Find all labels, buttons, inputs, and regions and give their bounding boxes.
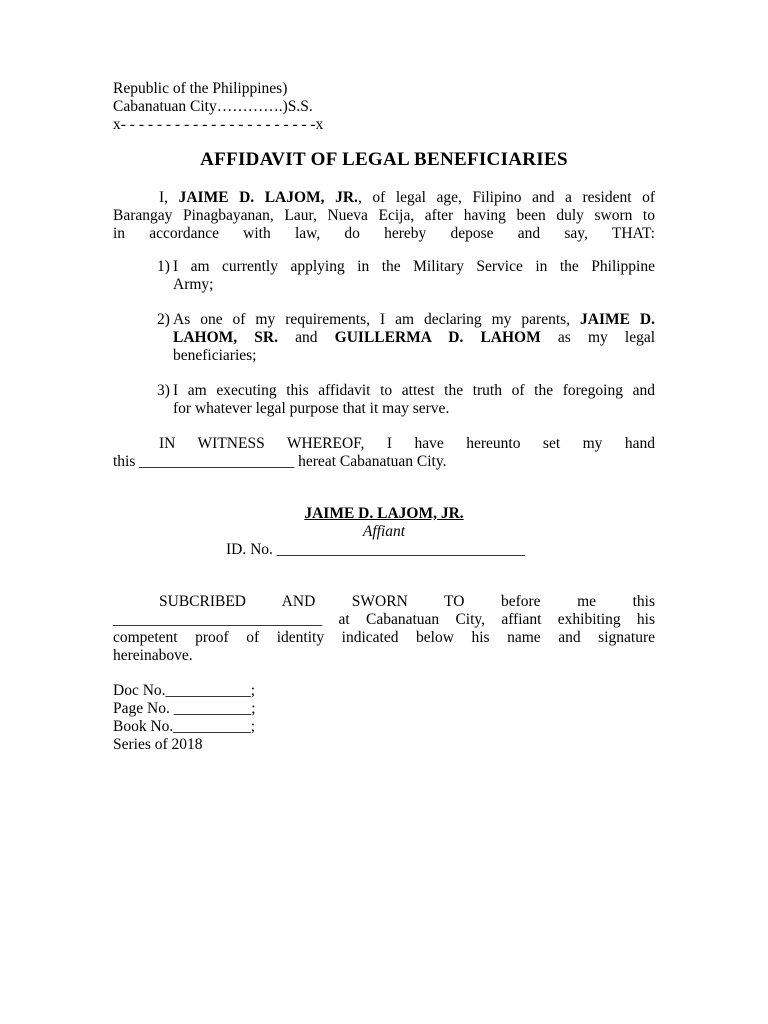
list-item-2-line-2 <box>173 329 655 347</box>
list-item-2-line-1 <box>173 311 655 329</box>
mother-name: GUILLERMA D. LAHOM <box>334 329 541 346</box>
book-no: Book No.__________; <box>113 718 256 735</box>
list-item-1-line-2: Army; <box>173 276 214 293</box>
intro-line-1-rest: , of legal age, Filipino and a resident of <box>357 189 655 206</box>
venue-header <box>113 80 655 134</box>
jurat-paragraph <box>113 593 655 665</box>
list-item-1 <box>157 258 655 294</box>
list-item-3-line-2: for whatever legal purpose that it may serve. <box>173 400 450 417</box>
intro-line-2: Barangay Pinagbayanan, Laur, Nueva Ecija, after having been duly sworn to <box>113 207 655 224</box>
intro-paragraph <box>113 189 655 243</box>
signature-block <box>113 505 655 541</box>
doc-no: Doc No.___________; <box>113 682 256 699</box>
list-item-2-post: as my legal <box>540 329 656 346</box>
affiant-name-intro: JAIME D. LAJOM, JR. <box>178 189 358 206</box>
witness-line-2: this ____________________ hereat Cabanatuan City. <box>113 453 447 470</box>
intro-line-3: in accordance with law, do hereby depose and say, THAT: <box>113 225 655 242</box>
list-item-2-line-3: beneficiaries; <box>173 347 257 364</box>
list-item-1-line-1: I am currently applying in the Military Service in the Philippine <box>173 258 655 275</box>
list-number: 3) <box>157 382 170 399</box>
venue-line-separator: x- - - - - - - - - - - - - - - - - - - - - -x <box>113 116 324 133</box>
list-item-2-and: and <box>277 329 335 346</box>
father-name-part: JAIME D. <box>580 311 655 328</box>
list-item-2 <box>157 311 655 365</box>
venue-line-country: Republic of the Philippines) <box>113 80 288 97</box>
list-item-3 <box>157 382 655 418</box>
list-item-2-pre: As one of my requirements, I am declaring my parents, <box>173 311 581 328</box>
page-no: Page No. __________; <box>113 700 256 717</box>
intro-pre: I, <box>159 189 179 206</box>
list-item-3-line-1: I am executing this affidavit to attest the truth of the foregoing and <box>173 382 655 399</box>
document-title: AFFIDAVIT OF LEGAL BENEFICIARIES <box>200 149 568 170</box>
jurat-line-1: SUBCRIBED AND SWORN TO before me this <box>159 593 655 610</box>
jurat-line-3: competent proof of identity indicated below his name and signature <box>113 629 655 646</box>
witness-line-1: IN WITNESS WHEREOF, I have hereunto set my hand <box>159 435 655 452</box>
jurat-line-4: hereinabove. <box>113 647 193 664</box>
venue-line-city: Cabanatuan City………….)S.S. <box>113 98 313 115</box>
intro-line-1 <box>113 189 655 207</box>
witness-paragraph <box>113 435 655 471</box>
affiant-role: Affiant <box>362 523 406 540</box>
list-number: 2) <box>157 311 170 328</box>
notarial-register <box>113 682 655 754</box>
id-number-line: ID. No. ________________________________ <box>226 541 525 558</box>
father-name-rest: LAHOM, SR. <box>173 329 278 346</box>
series-year: Series of 2018 <box>113 736 203 753</box>
jurat-line-2: ___________________________ at Cabanatuan City, affiant exhibiting his <box>113 611 655 628</box>
list-number: 1) <box>157 258 170 275</box>
affiant-signature-name: JAIME D. LAJOM, JR. <box>304 505 464 522</box>
